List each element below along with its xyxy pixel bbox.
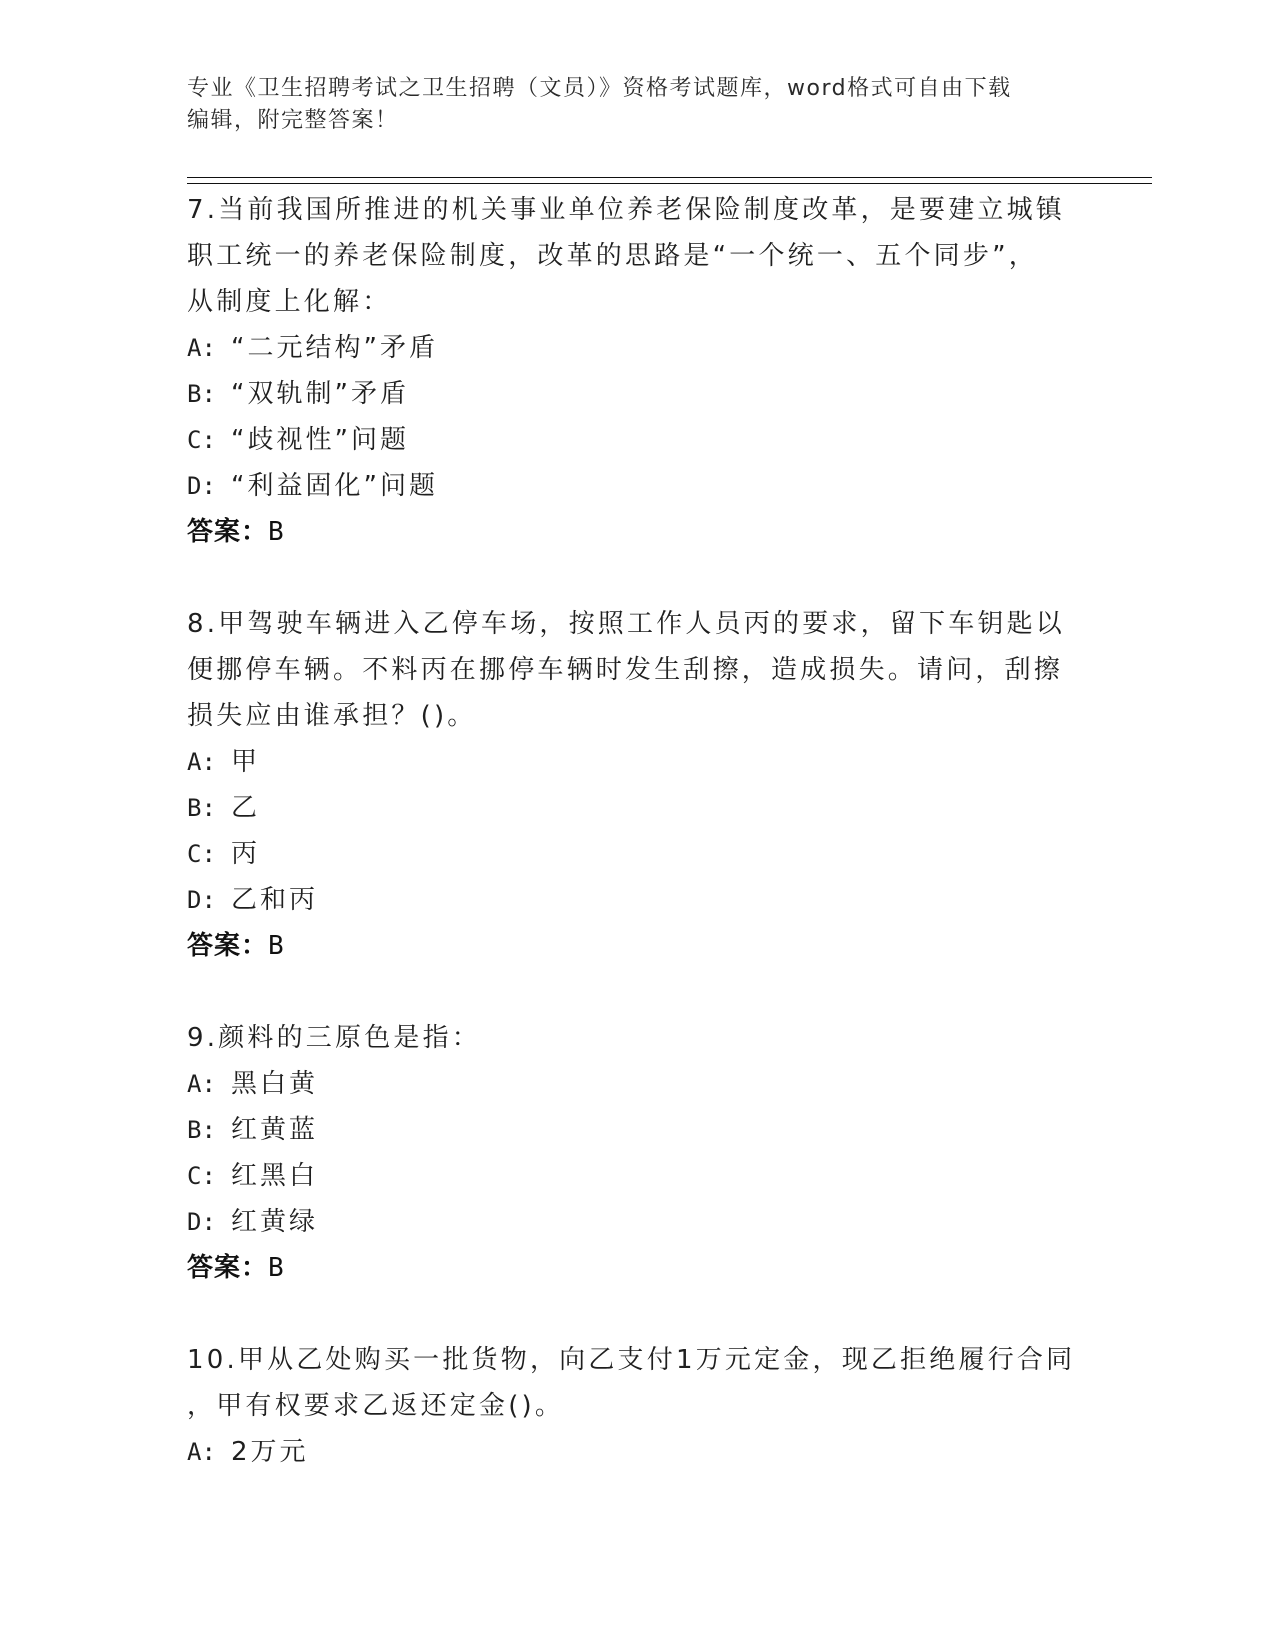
option-text: 红黄绿	[231, 1207, 319, 1237]
answer-value: B	[268, 517, 285, 547]
option-text: “二元结构”矛盾	[231, 333, 438, 363]
option-key: A:	[187, 1438, 216, 1466]
answer-label: 答案：	[187, 931, 269, 961]
option-d	[187, 463, 1087, 509]
option-c	[187, 1153, 1087, 1199]
option-c	[187, 417, 1087, 463]
stem-line: ，甲有权要求乙返还定金()。	[187, 1391, 565, 1421]
option-key: C:	[187, 1162, 216, 1190]
answer-line	[187, 923, 1087, 969]
stem-line: 从制度上化解：	[187, 287, 392, 317]
option-text: 红黑白	[231, 1161, 319, 1191]
question-7	[187, 187, 1087, 555]
stem-line: 职工统一的养老保险制度，改革的思路是“一个统一、五个同步”，	[187, 241, 1038, 271]
option-key: B:	[187, 794, 216, 822]
question-stem	[187, 1015, 1087, 1061]
header-divider-bottom	[187, 183, 1152, 184]
answer-line	[187, 1245, 1087, 1291]
stem-line: 便挪停车辆。不料丙在挪停车辆时发生刮擦，造成损失。请问，刮擦	[187, 655, 1064, 685]
option-text: 乙和丙	[231, 885, 319, 915]
option-key: A:	[187, 334, 216, 362]
answer-line	[187, 509, 1087, 555]
stem-line: 10.甲从乙处购买一批货物，向乙支付1万元定金，现乙拒绝履行合同	[187, 1345, 1076, 1375]
option-key: B:	[187, 1116, 216, 1144]
header-line-2: 编辑，附完整答案！	[187, 108, 399, 133]
option-key: A:	[187, 1070, 216, 1098]
option-text: 2万元	[231, 1437, 309, 1467]
option-c	[187, 831, 1087, 877]
question-10	[187, 1337, 1087, 1475]
document-header	[187, 73, 1087, 137]
option-a	[187, 325, 1087, 371]
question-stem	[187, 601, 1087, 739]
option-d	[187, 877, 1087, 923]
option-text: 黑白黄	[231, 1069, 319, 1099]
option-key: D:	[187, 886, 216, 914]
option-text: 丙	[231, 839, 261, 869]
option-text: “歧视性”问题	[231, 425, 409, 455]
option-key: B:	[187, 380, 216, 408]
stem-line: 7.当前我国所推进的机关事业单位养老保险制度改革，是要建立城镇	[187, 195, 1066, 225]
stem-line: 损失应由谁承担？()。	[187, 701, 477, 731]
option-key: C:	[187, 426, 216, 454]
option-key: C:	[187, 840, 216, 868]
option-text: 甲	[231, 747, 261, 777]
question-8	[187, 601, 1087, 969]
option-key: A:	[187, 748, 216, 776]
header-divider-top	[187, 177, 1152, 178]
header-line-1: 专业《卫生招聘考试之卫生招聘（文员）》资格考试题库，word格式可自由下载	[187, 76, 1012, 101]
option-text: “利益固化”问题	[231, 471, 438, 501]
question-stem	[187, 1337, 1087, 1429]
stem-line: 9.颜料的三原色是指：	[187, 1023, 482, 1053]
option-key: D:	[187, 1208, 216, 1236]
option-b	[187, 371, 1087, 417]
question-stem	[187, 187, 1087, 325]
answer-value: B	[268, 1253, 285, 1283]
option-b	[187, 785, 1087, 831]
question-9	[187, 1015, 1087, 1291]
option-b	[187, 1107, 1087, 1153]
option-d	[187, 1199, 1087, 1245]
option-text: “双轨制”矛盾	[231, 379, 409, 409]
option-a	[187, 739, 1087, 785]
option-key: D:	[187, 472, 216, 500]
option-a	[187, 1061, 1087, 1107]
answer-label: 答案：	[187, 1253, 269, 1283]
answer-label: 答案：	[187, 517, 269, 547]
answer-value: B	[268, 931, 285, 961]
option-a	[187, 1429, 1087, 1475]
stem-line: 8.甲驾驶车辆进入乙停车场，按照工作人员丙的要求，留下车钥匙以	[187, 609, 1066, 639]
question-list	[187, 187, 1087, 1521]
option-text: 红黄蓝	[231, 1115, 319, 1145]
option-text: 乙	[231, 793, 261, 823]
